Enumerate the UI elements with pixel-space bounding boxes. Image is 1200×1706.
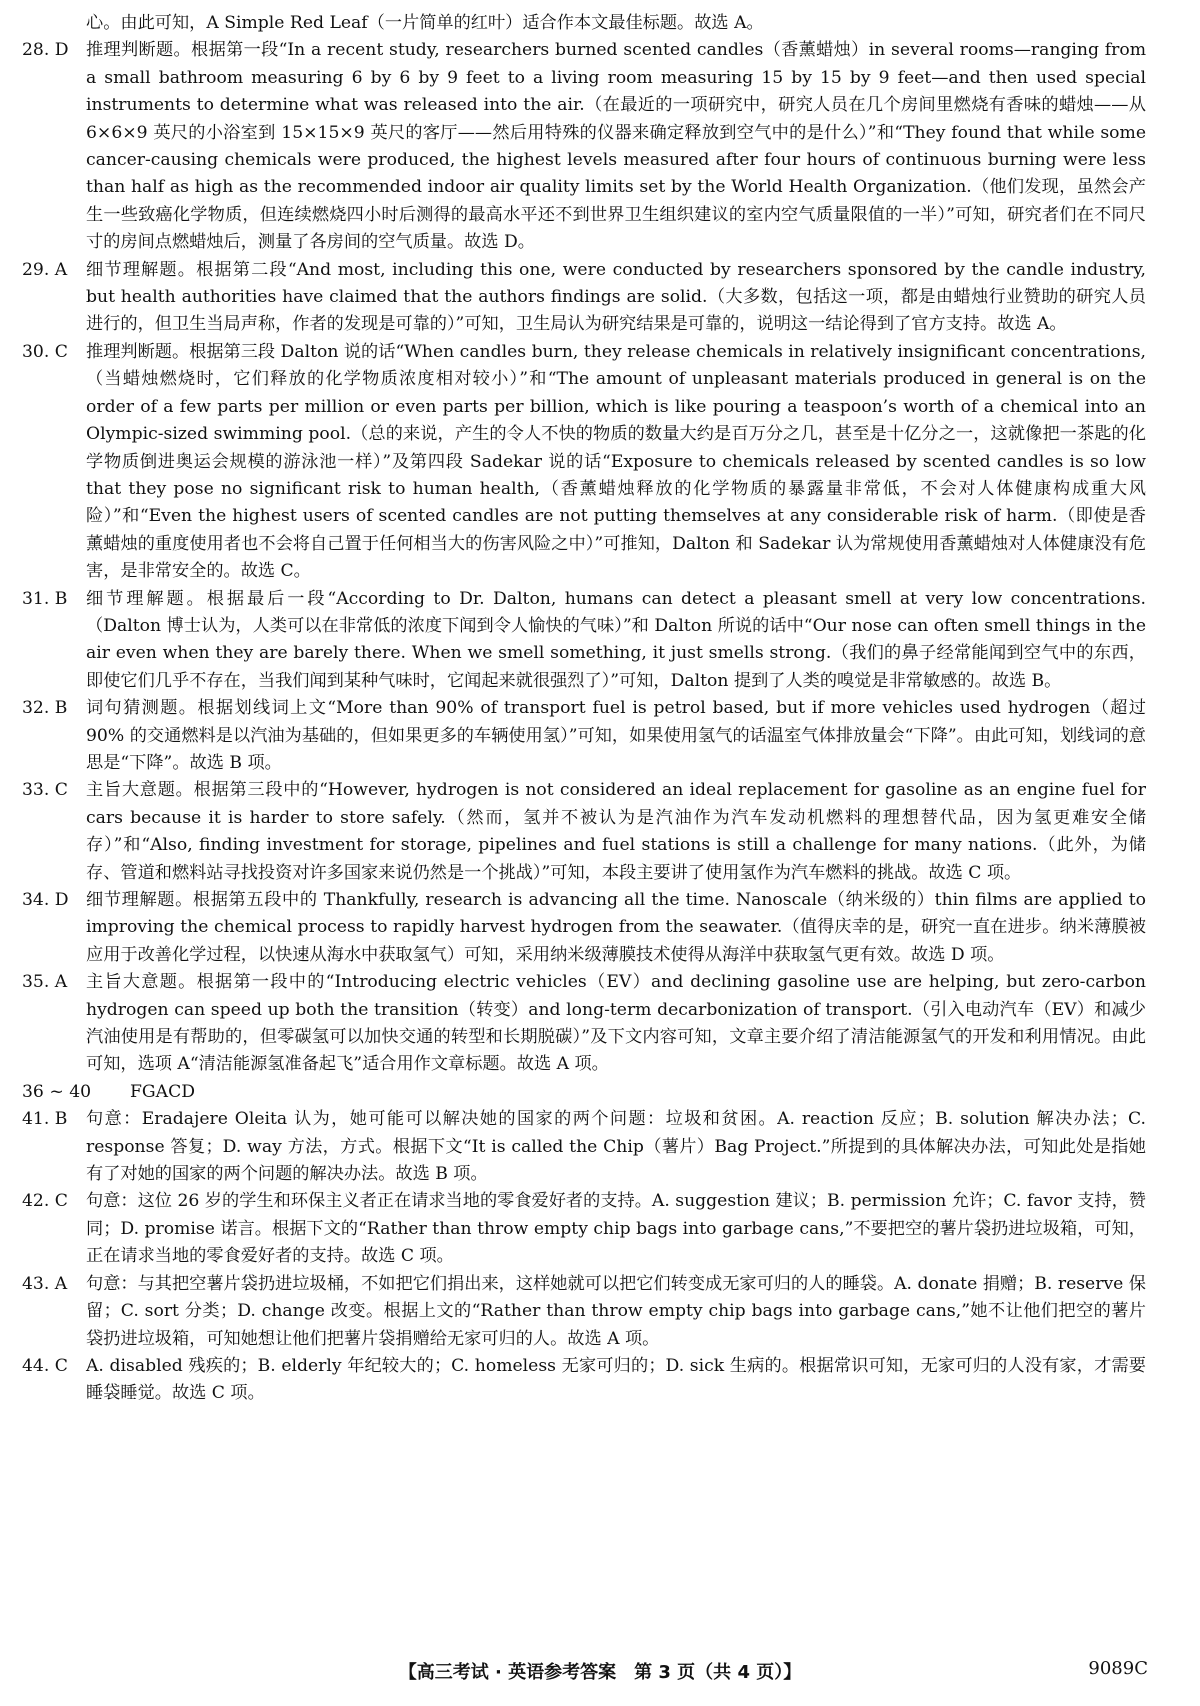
answer-explanation: 主旨大意题。根据第一段中的“Introducing electric vehicles（EV）and declining gasoline use are helping, but zero-carbon hydrogen can speed up both the transition（转变）and long-term decarbonization of transport.（引入电动汽车（EV）和减少汽油使用是有帮助的，但零碳氢可以加快交通的转型和长期脱碳）”及下文内容可知，文章主要介绍了清洁能源氢气的开发和利用情况。由此可知，选项 A“清洁能源氢准备起飞”适合用作文章标题。故选 A 项。: [86, 972, 1146, 1075]
answer-explanation: 词句猜测题。根据划线词上文“More than 90% of transport fuel is petrol based, but if more vehicles used hydrogen（超过 90% 的交通燃料是以汽油为基础的，但如果更多的车辆使用氢）”可知，如果使用氢气的话温室气体排放量会“下降”。由此可知，划线词的意思是“下降”。故选 B 项。: [86, 698, 1146, 773]
answer-explanation: 细节理解题。根据第二段“And most, including this one, were conducted by researchers sponsored by the candle industry, but health authorities have claimed that the authors findings are solid.（大多数，包括这一项，都是由蜡烛行业赞助的研究人员进行的，但卫生当局声称，作者的发现是可靠的）”可知，卫生局认为研究结果是可靠的，说明这一结论得到了官方支持。故选 A。: [86, 259, 1146, 335]
answer-label: 31. B: [22, 588, 68, 609]
answer-label: 33. C: [22, 780, 68, 801]
answer-item-32: [22, 695, 1146, 777]
answer-item-34: [22, 887, 1146, 969]
answer-label: 32. B: [22, 698, 68, 719]
answer-explanation: 推理判断题。根据第三段 Dalton 说的话“When candles burn, they release chemicals in relatively insignificant concentrations,（当蜡烛燃烧时，它们释放的化学物质浓度相对较小）”和“The amount of unpleasant materials produced in general is on the order of a few parts per million or even parts per billion, which is like pouring a teaspoon’s worth of a chemical into an Olympic-sized swimming pool.（总的来说，产生的令人不快的物质的数量大约是百万分之几，甚至是十亿分之一，这就像把一茶匙的化学物质倒进奥运会规模的游泳池一样）”及第四段 Sadekar 说的话“Exposure to chemicals released by scented candles is so low that they pose no significant risk to human health,（香薰蜡烛释放的化学物质的暴露量非常低，不会对人体健康构成重大风险）”和“Even the highest users of scented candles are not putting themselves at any considerable risk of harm.（即使是香薰蜡烛的重度使用者也不会将自己置于任何相当大的伤害风险之中）”可推知，Dalton 和 Sadekar 认为常规使用香薰蜡烛对人体健康没有危害，是非常安全的。故选 C。: [86, 341, 1146, 582]
answer-content: [22, 10, 1146, 1408]
answer-item-41: [22, 1106, 1146, 1188]
answer-item-31: [22, 586, 1146, 696]
answer-label: 35. A: [22, 972, 68, 993]
answer-explanation: 句意：这位 26 岁的学生和环保主义者正在请求当地的零食爱好者的支持。A. suggestion 建议；B. permission 允许；C. favor 支持，赞同；D. promise 诺言。根据下文的“Rather than throw empty chip bags into garbage cans,”不要把空的薯片袋扔进垃圾箱，可知，正在请求当地的零食爱好者的支持。故选 C 项。: [86, 1191, 1146, 1267]
footer-title: 【高三考试 · 英语参考答案 第 3 页（共 4 页）】: [398, 1662, 802, 1683]
answer-explanation: 主旨大意题。根据第三段中的“However, hydrogen is not considered an ideal replacement for gasoline as an engine fuel for cars because it is harder to store safely.（然而，氢并不被认为是汽油作为汽车发动机燃料的理想替代品，因为氢更难安全储存）”和“Also, finding investment for storage, pipelines and fuel stations is still a challenge for many nations.（此外，为储存、管道和燃料站寻找投资对许多国家来说仍然是一个挑战）”可知，本段主要讲了使用氢作为汽车燃料的挑战。故选 C 项。: [86, 780, 1146, 883]
answer-explanation: FGACD: [130, 1081, 195, 1102]
answer-item-42: [22, 1188, 1146, 1270]
page-footer: [0, 1658, 1200, 1688]
paper-code: 9089C: [1088, 1658, 1148, 1679]
continuation-paragraph: 心。由此可知，A Simple Red Leaf（一片简单的红叶）适合作本文最佳标题。故选 A。: [86, 13, 764, 33]
answer-item-30: [22, 339, 1146, 586]
answer-explanation: 细节理解题。根据第五段中的 Thankfully, research is advancing all the time. Nanoscale（纳米级的）thin films are applied to improving the chemical process to rapidly harvest hydrogen from the seawater.（值得庆幸的是，研究一直在进步。纳米薄膜被应用于改善化学过程，以快速从海水中获取氢气）可知，采用纳米级薄膜技术使得从海洋中获取氢气更有效。故选 D 项。: [86, 890, 1146, 965]
answer-item-36-40: [22, 1079, 1146, 1106]
answer-item-33: [22, 777, 1146, 887]
answer-label: 36 ~ 40: [22, 1081, 92, 1102]
answer-label: 28. D: [22, 40, 69, 61]
answer-label: 44. C: [22, 1355, 68, 1376]
answer-label: 42. C: [22, 1191, 68, 1212]
answer-explanation: 细节理解题。根据最后一段“According to Dr. Dalton, humans can detect a pleasant smell at very low concentrations.（Dalton 博士认为，人类可以在非常低的浓度下闻到令人愉快的气味）”和 Dalton 所说的话中“Our nose can often smell things in the air even when they are barely there. When we smell something, it just smells strong.（我们的鼻子经常能闻到空气中的东西，即使它们几乎不存在，当我们闻到某种气味时，它闻起来就很强烈了）”可知，Dalton 提到了人类的嗅觉是非常敏感的。故选 B。: [86, 588, 1146, 691]
answer-label: 30. C: [22, 341, 68, 362]
answer-item-28: [22, 37, 1146, 256]
answer-item-35: [22, 969, 1146, 1079]
answer-explanation: A. disabled 残疾的；B. elderly 年纪较大的；C. homeless 无家可归的；D. sick 生病的。根据常识可知，无家可归的人没有家，才需要睡袋睡觉。故选 C 项。: [86, 1355, 1146, 1404]
answer-label: 41. B: [22, 1109, 68, 1130]
answer-item-29: [22, 257, 1146, 339]
answer-item-43: [22, 1271, 1146, 1353]
answer-label: 34. D: [22, 890, 69, 910]
answer-label: 29. A: [22, 259, 68, 280]
answer-explanation: 推理判断题。根据第一段“In a recent study, researchers burned scented candles（香薰蜡烛）in several rooms—ranging from a small bathroom measuring 6 by 6 by 9 feet to a living room measuring 15 by 15 by 9 feet—and then used special instruments to determine what was released into the air.（在最近的一项研究中，研究人员在几个房间里燃烧有香味的蜡烛——从 6×6×9 英尺的小浴室到 15×15×9 英尺的客厅——然后用特殊的仪器来确定释放到空气中的是什么）”和“They found that while some cancer-causing chemicals were produced, the highest levels measured after four hours of continuous burning were less than half as high as the recommended indoor air quality limits set by the World Health Organization.（他们发现，虽然会产生一些致癌化学物质，但连续燃烧四小时后测得的最高水平还不到世界卫生组织建议的室内空气质量限值的一半）”可知，研究者们在不同尺寸的房间点燃蜡烛后，测量了各房间的空气质量。故选 D。: [86, 40, 1146, 253]
answer-item-44: [22, 1353, 1146, 1408]
answer-explanation: 句意：与其把空薯片袋扔进垃圾桶，不如把它们捐出来，这样她就可以把它们转变成无家可归的人的睡袋。A. donate 捐赠；B. reserve 保留；C. sort 分类；D. change 改变。根据上文的“Rather than throw empty chip bags into garbage cans,”她不让他们把空的薯片袋扔进垃圾箱，可知她想让他们把薯片袋捐赠给无家可归的人。故选 A 项。: [86, 1273, 1146, 1349]
answer-explanation: 句意：Eradajere Oleita 认为，她可能可以解决她的国家的两个问题：垃圾和贫困。A. reaction 反应；B. solution 解决办法；C. response 答复；D. way 方法，方式。根据下文“It is called the Chip（薯片）Bag Project.”所提到的具体解决办法，可知此处是指她有了对她的国家的两个问题的解决办法。故选 B 项。: [86, 1109, 1146, 1185]
answer-label: 43. A: [22, 1273, 68, 1294]
